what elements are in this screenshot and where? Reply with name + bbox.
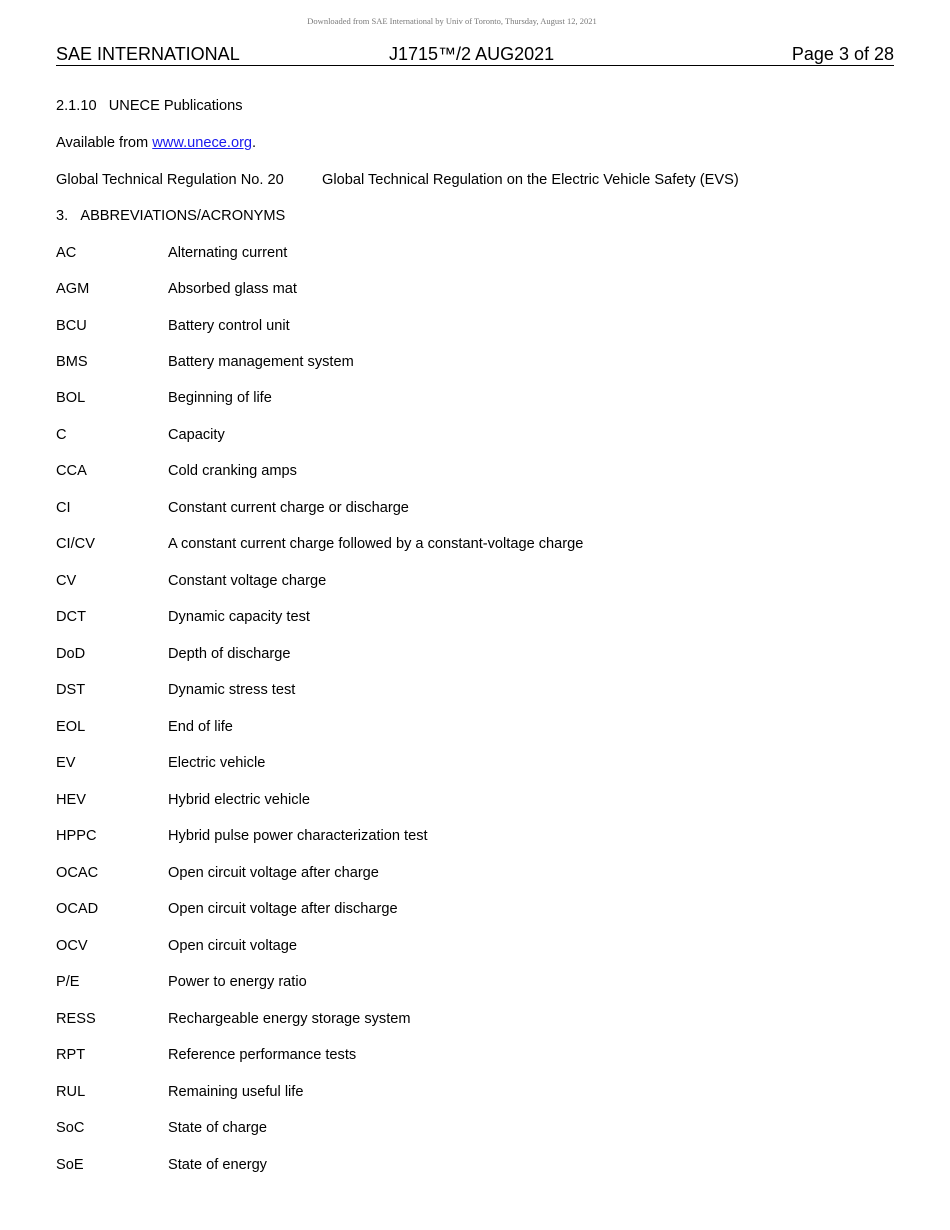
abbreviation-definition: Absorbed glass mat — [168, 281, 297, 297]
abbreviation-term: P/E — [56, 974, 80, 990]
abbreviation-definition: Remaining useful life — [168, 1084, 304, 1100]
abbreviation-definition: Battery control unit — [168, 318, 290, 334]
abbreviation-row — [56, 681, 856, 699]
abbreviation-row — [56, 791, 856, 809]
abbreviation-row — [56, 426, 856, 444]
abbreviation-row — [56, 499, 856, 517]
abbreviation-term: SoE — [56, 1157, 84, 1173]
header-document-id: J1715™/2 AUG2021 — [389, 44, 555, 64]
availability-line — [56, 134, 256, 152]
abbreviation-definition: Open circuit voltage after discharge — [168, 901, 398, 917]
abbreviation-definition: Electric vehicle — [168, 755, 266, 771]
abbreviation-definition: Rechargeable energy storage system — [168, 1011, 411, 1027]
abbreviation-definition: Power to energy ratio — [168, 974, 307, 990]
abbreviation-term: EOL — [56, 719, 86, 735]
abbreviation-definition: Dynamic stress test — [168, 682, 296, 698]
abbreviation-row — [56, 1010, 856, 1028]
abbreviation-row — [56, 1119, 856, 1137]
abbreviation-row — [56, 973, 856, 991]
abbreviation-term: OCAD — [56, 901, 99, 917]
abbreviation-term: RUL — [56, 1084, 86, 1100]
abbreviation-row — [56, 280, 856, 298]
abbreviation-term: HPPC — [56, 828, 97, 844]
abbreviation-definition: Reference performance tests — [168, 1047, 357, 1063]
abbreviation-row — [56, 864, 856, 882]
abbreviation-row — [56, 389, 856, 407]
abbreviation-term: RESS — [56, 1011, 96, 1027]
abbreviation-row — [56, 608, 856, 626]
abbreviation-definition: Dynamic capacity test — [168, 609, 310, 625]
abbreviation-definition: Constant current charge or discharge — [168, 500, 409, 516]
abbreviation-definition: Cold cranking amps — [168, 463, 297, 479]
abbreviation-term: AGM — [56, 281, 90, 297]
abbreviation-row — [56, 317, 856, 335]
abbreviation-term: RPT — [56, 1047, 86, 1063]
abbreviation-term: CI/CV — [56, 536, 95, 552]
abbreviation-row — [56, 718, 856, 736]
section-number: 2.1.10 — [56, 98, 97, 114]
abbreviation-definition: Beginning of life — [168, 390, 272, 406]
abbreviation-definition: End of life — [168, 719, 233, 735]
availability-prefix: Available from — [56, 135, 153, 151]
header-organization: SAE INTERNATIONAL — [56, 44, 240, 64]
abbreviation-row — [56, 645, 856, 663]
abbreviation-definition: Battery management system — [168, 354, 354, 370]
abbreviation-term: DST — [56, 682, 86, 698]
abbreviation-term: CV — [56, 573, 77, 589]
abbreviation-definition: State of charge — [168, 1120, 267, 1136]
abbreviation-term: OCAC — [56, 865, 99, 881]
regulation-title: Global Technical Regulation on the Electric Vehicle Safety (EVS) — [322, 172, 739, 188]
abbreviation-term: CI — [56, 500, 71, 516]
availability-suffix: . — [252, 135, 257, 151]
section-2-1-10-heading — [56, 97, 243, 115]
abbreviation-definition: Capacity — [168, 427, 225, 443]
abbreviation-term: C — [56, 427, 67, 443]
abbreviation-row — [56, 353, 856, 371]
regulation-id: Global Technical Regulation No. 20 — [56, 172, 284, 188]
section-title: UNECE Publications — [108, 98, 243, 114]
abbreviation-row — [56, 244, 856, 262]
abbreviation-term: DoD — [56, 646, 86, 662]
abbreviation-definition: Alternating current — [168, 245, 288, 261]
abbreviation-definition: Hybrid pulse power characterization test — [168, 828, 428, 844]
abbreviation-term: CCA — [56, 463, 87, 479]
abbreviation-row — [56, 827, 856, 845]
abbreviation-term: EV — [56, 755, 76, 771]
abbreviation-term: OCV — [56, 938, 88, 954]
abbreviation-term: BOL — [56, 390, 86, 406]
abbreviation-row — [56, 1156, 856, 1174]
abbreviation-row — [56, 462, 856, 480]
abbreviation-definition: Open circuit voltage after charge — [168, 865, 379, 881]
abbreviation-term: HEV — [56, 792, 87, 808]
abbreviation-definition: State of energy — [168, 1157, 267, 1173]
download-watermark: Downloaded from SAE International by Univ of Toronto, Thursday, August 12, 2021 — [307, 16, 597, 26]
abbreviation-row — [56, 900, 856, 918]
unece-link[interactable]: www.unece.org — [152, 135, 253, 151]
abbreviation-term: BMS — [56, 354, 88, 370]
abbreviation-term: DCT — [56, 609, 86, 625]
section-number: 3. — [56, 208, 69, 224]
abbreviation-row — [56, 535, 856, 553]
header-page-number: Page 3 of 28 — [791, 44, 894, 64]
abbreviation-row — [56, 754, 856, 772]
abbreviation-row — [56, 937, 856, 955]
abbreviation-term: BCU — [56, 318, 87, 334]
regulation-line — [56, 171, 856, 189]
section-3-heading — [56, 207, 285, 225]
abbreviation-definition: A constant current charge followed by a constant-voltage charge — [168, 536, 584, 552]
abbreviation-row — [56, 1046, 856, 1064]
page-header — [56, 43, 894, 66]
abbreviation-definition: Hybrid electric vehicle — [168, 792, 310, 808]
abbreviation-definition: Open circuit voltage — [168, 938, 297, 954]
abbreviation-term: AC — [56, 245, 77, 261]
abbreviation-definition: Depth of discharge — [168, 646, 291, 662]
abbreviation-row — [56, 1083, 856, 1101]
abbreviation-definition: Constant voltage charge — [168, 573, 327, 589]
section-title: ABBREVIATIONS/ACRONYMS — [80, 208, 286, 224]
abbreviation-row — [56, 572, 856, 590]
abbreviation-term: SoC — [56, 1120, 85, 1136]
